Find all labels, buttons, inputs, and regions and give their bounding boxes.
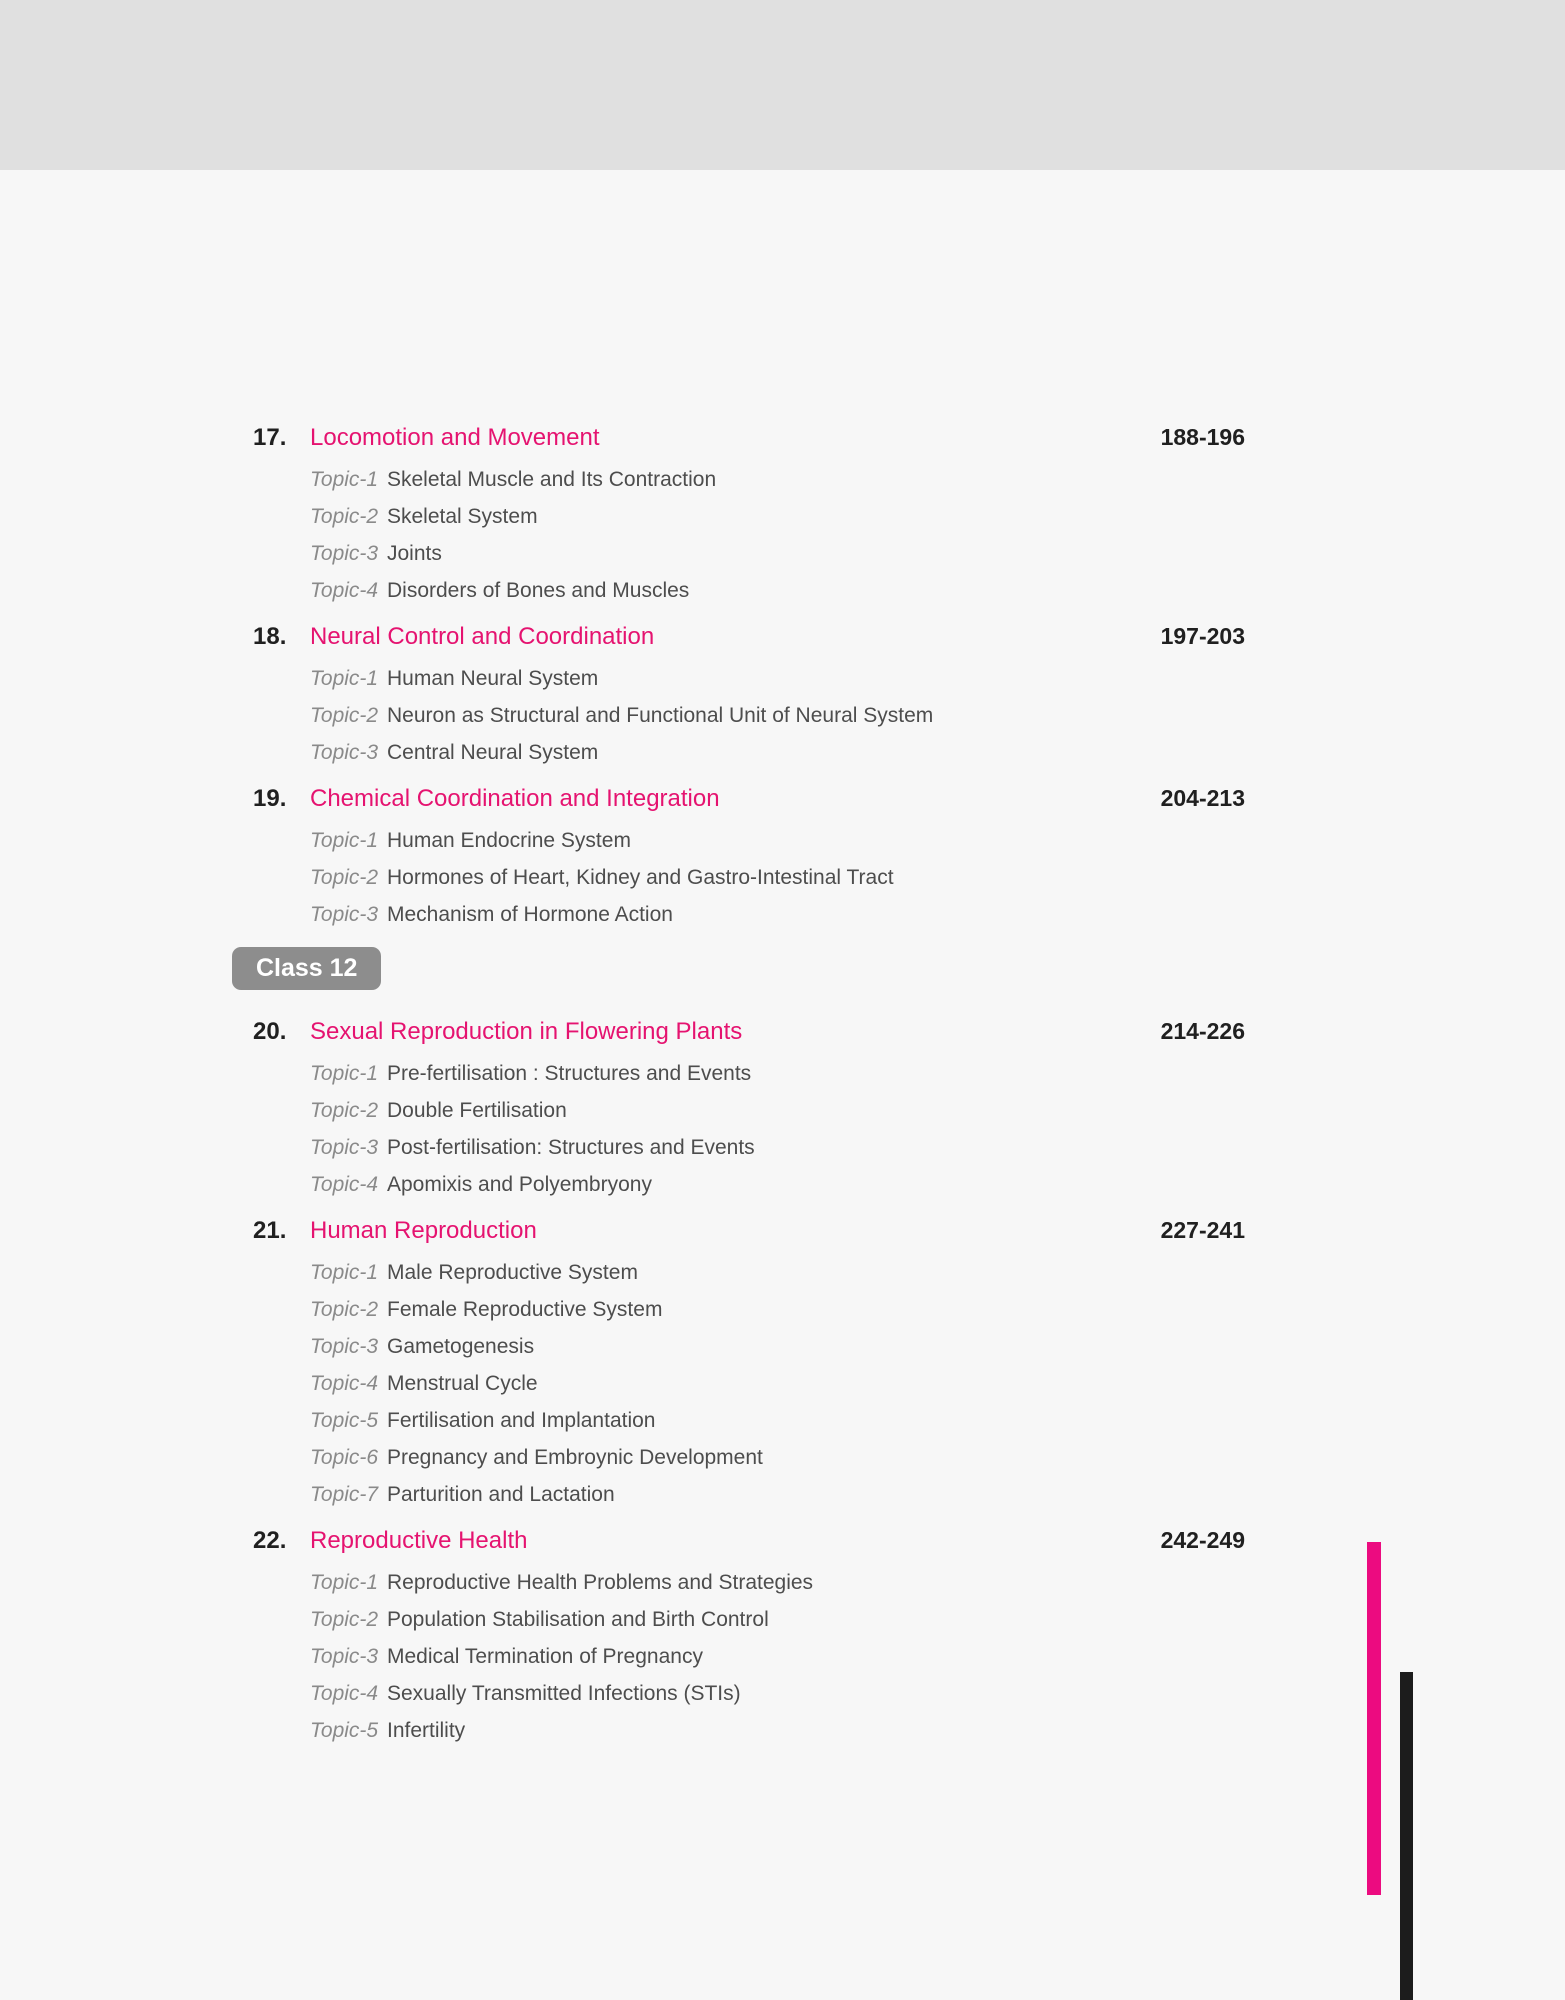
- chapter-heading: [253, 621, 1245, 652]
- topic-title: Central Neural System: [387, 741, 599, 764]
- topic-label: Topic-2: [310, 866, 379, 889]
- chapter-entry-21: [253, 1215, 1245, 1513]
- topic-list: [253, 1055, 1245, 1203]
- chapter-entry-22: [253, 1525, 1245, 1749]
- topic-label: Topic-3: [310, 1136, 379, 1159]
- topic-title: Population Stabilisation and Birth Control: [387, 1608, 769, 1631]
- topic-row: [310, 822, 1245, 859]
- topic-label: Topic-3: [310, 741, 379, 764]
- topic-title: Human Endocrine System: [387, 829, 631, 852]
- topic-title: Fertilisation and Implantation: [387, 1409, 656, 1432]
- topic-row: [310, 1402, 1245, 1439]
- topic-label: Topic-3: [310, 903, 379, 926]
- class-badge-label: Class 12: [256, 954, 358, 982]
- chapter-page-range: 188-196: [1160, 424, 1245, 450]
- chapter-number: 17.: [253, 424, 287, 451]
- header-band: [0, 0, 1565, 170]
- chapter-entry-19: [253, 783, 1245, 933]
- topic-title: Gametogenesis: [387, 1335, 535, 1358]
- topic-label: Topic-2: [310, 1608, 379, 1631]
- topic-label: Topic-4: [310, 1173, 379, 1196]
- topic-title: Apomixis and Polyembryony: [387, 1173, 652, 1196]
- topic-row: [310, 734, 1245, 771]
- topic-label: Topic-2: [310, 1298, 379, 1321]
- topic-row: [310, 1638, 1245, 1675]
- topic-label: Topic-1: [310, 468, 379, 491]
- topic-list: [253, 461, 1245, 609]
- topic-label: Topic-3: [310, 1335, 379, 1358]
- topic-label: Topic-1: [310, 1571, 379, 1594]
- chapter-title: Sexual Reproduction in Flowering Plants: [310, 1018, 743, 1045]
- topic-list: [253, 660, 1245, 771]
- topic-label: Topic-5: [310, 1719, 379, 1742]
- pink-accent-bar: [1367, 1542, 1381, 1895]
- topic-row: [310, 572, 1245, 609]
- topic-label: Topic-6: [310, 1446, 379, 1469]
- chapter-entry-20: [253, 1016, 1245, 1203]
- topic-label: Topic-5: [310, 1409, 379, 1432]
- topic-label: Topic-4: [310, 1682, 379, 1705]
- chapter-title: Reproductive Health: [310, 1527, 528, 1554]
- topic-row: [310, 1055, 1245, 1092]
- topic-label: Topic-2: [310, 505, 379, 528]
- topic-title: Hormones of Heart, Kidney and Gastro-Intestinal Tract: [387, 866, 894, 889]
- topic-row: [310, 896, 1245, 933]
- topic-row: [310, 1564, 1245, 1601]
- topic-title: Joints: [387, 542, 442, 565]
- chapter-number: 18.: [253, 623, 287, 650]
- topic-row: [310, 1129, 1245, 1166]
- topic-row: [310, 1439, 1245, 1476]
- topic-title: Skeletal System: [387, 505, 538, 528]
- chapter-number: 20.: [253, 1018, 287, 1045]
- topic-label: Topic-1: [310, 1062, 379, 1085]
- chapter-entry-17: [253, 422, 1245, 609]
- chapter-heading: [253, 1016, 1245, 1047]
- chapter-page-range: 214-226: [1160, 1018, 1245, 1044]
- topic-title: Skeletal Muscle and Its Contraction: [387, 468, 717, 491]
- topic-title: Pregnancy and Embroynic Development: [387, 1446, 763, 1469]
- topic-row: [310, 859, 1245, 896]
- topic-label: Topic-3: [310, 542, 379, 565]
- topic-label: Topic-4: [310, 1372, 379, 1395]
- topic-title: Reproductive Health Problems and Strategies: [387, 1571, 814, 1594]
- chapter-page-range: 242-249: [1160, 1527, 1245, 1553]
- topic-row: [310, 1712, 1245, 1749]
- topic-row: [310, 660, 1245, 697]
- topic-list: [253, 822, 1245, 933]
- topic-title: Disorders of Bones and Muscles: [387, 579, 690, 602]
- topic-label: Topic-7: [310, 1483, 379, 1506]
- black-accent-bar: [1400, 1672, 1413, 2000]
- chapter-page-range: 204-213: [1160, 785, 1245, 811]
- topic-label: Topic-1: [310, 829, 379, 852]
- topic-title: Male Reproductive System: [387, 1261, 638, 1284]
- topic-title: Infertility: [387, 1719, 466, 1742]
- chapter-heading: [253, 1525, 1245, 1556]
- chapter-number: 19.: [253, 785, 287, 812]
- chapter-title: Locomotion and Movement: [310, 424, 600, 451]
- chapter-title: Human Reproduction: [310, 1217, 537, 1244]
- topic-list: [253, 1564, 1245, 1749]
- topic-row: [310, 498, 1245, 535]
- chapter-title: Neural Control and Coordination: [310, 623, 655, 650]
- topic-row: [310, 1601, 1245, 1638]
- topic-label: Topic-1: [310, 667, 379, 690]
- topic-row: [310, 697, 1245, 734]
- topic-title: Mechanism of Hormone Action: [387, 903, 673, 926]
- chapter-page-range: 227-241: [1160, 1217, 1245, 1243]
- class-12-badge: [232, 947, 381, 990]
- topic-title: Parturition and Lactation: [387, 1483, 615, 1506]
- topic-row: [310, 1254, 1245, 1291]
- topic-label: Topic-2: [310, 704, 379, 727]
- chapter-entry-18: [253, 621, 1245, 771]
- topic-row: [310, 1166, 1245, 1203]
- topic-list: [253, 1254, 1245, 1513]
- topic-row: [310, 461, 1245, 498]
- chapter-number: 21.: [253, 1217, 287, 1244]
- table-of-contents: [253, 422, 1245, 1761]
- chapter-title: Chemical Coordination and Integration: [310, 785, 720, 812]
- topic-label: Topic-1: [310, 1261, 379, 1284]
- topic-title: Menstrual Cycle: [387, 1372, 538, 1395]
- chapter-page-range: 197-203: [1160, 623, 1245, 649]
- topic-title: Neuron as Structural and Functional Unit of Neural System: [387, 704, 934, 727]
- chapter-number: 22.: [253, 1527, 287, 1554]
- topic-row: [310, 535, 1245, 572]
- topic-row: [310, 1328, 1245, 1365]
- chapter-heading: [253, 422, 1245, 453]
- topic-title: Medical Termination of Pregnancy: [387, 1645, 703, 1668]
- topic-title: Sexually Transmitted Infections (STIs): [387, 1682, 741, 1705]
- topic-title: Double Fertilisation: [387, 1099, 567, 1122]
- chapter-heading: [253, 783, 1245, 814]
- topic-title: Human Neural System: [387, 667, 599, 690]
- chapter-heading: [253, 1215, 1245, 1246]
- topic-row: [310, 1365, 1245, 1402]
- topic-row: [310, 1291, 1245, 1328]
- topic-label: Topic-3: [310, 1645, 379, 1668]
- topic-label: Topic-2: [310, 1099, 379, 1122]
- topic-title: Female Reproductive System: [387, 1298, 663, 1321]
- topic-row: [310, 1675, 1245, 1712]
- topic-row: [310, 1476, 1245, 1513]
- topic-title: Pre-fertilisation : Structures and Events: [387, 1062, 752, 1085]
- topic-title: Post-fertilisation: Structures and Events: [387, 1136, 755, 1159]
- topic-row: [310, 1092, 1245, 1129]
- topic-label: Topic-4: [310, 579, 379, 602]
